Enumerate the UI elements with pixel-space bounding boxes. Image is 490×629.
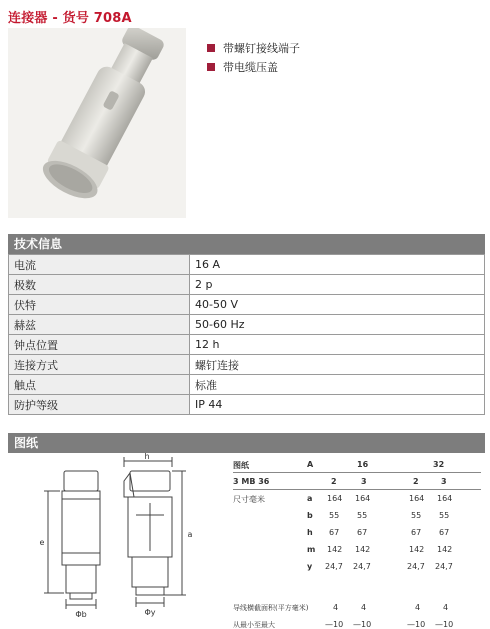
table-row — [9, 355, 485, 375]
spec-value: 40-50 V — [190, 295, 485, 315]
table-row — [9, 275, 485, 295]
dim-val: 67 — [329, 528, 340, 537]
table-row — [233, 509, 481, 526]
dim-sub: 2 — [331, 477, 337, 486]
divider — [233, 472, 481, 473]
dim-val: —10 — [325, 620, 344, 629]
bullet-square-icon — [207, 44, 215, 52]
spec-label: 伏特 — [9, 295, 190, 315]
spec-label: 防护等级 — [9, 395, 190, 415]
table-row — [9, 395, 485, 415]
drawing-label-b: Φb — [75, 610, 87, 619]
spec-value: 标准 — [190, 375, 485, 395]
dim-val: 55 — [439, 511, 450, 520]
dim-key: a — [307, 494, 313, 503]
table-row — [9, 315, 485, 335]
feature-label: 带螺钉接线端子 — [223, 42, 300, 55]
dim-cable-label: 导线横截面积(平方毫米) — [233, 604, 309, 612]
spec-value: 12 h — [190, 335, 485, 355]
dim-col-header: 图纸 — [233, 461, 249, 470]
dim-val: —10 — [407, 620, 426, 629]
dim-val: 142 — [409, 545, 425, 554]
feature-label: 带电缆压盖 — [223, 61, 278, 74]
dim-val: —10 — [353, 620, 372, 629]
table-row — [233, 543, 481, 560]
table-row — [9, 335, 485, 355]
dim-ref: 3 MB 36 — [233, 477, 270, 486]
feature-item — [207, 40, 300, 56]
dim-sub: 3 — [441, 477, 447, 486]
spec-value: 50-60 Hz — [190, 315, 485, 335]
table-row — [233, 526, 481, 543]
dim-val: 142 — [355, 545, 371, 554]
dim-min-label: 从最小至最大 — [233, 621, 275, 629]
dim-group-16: 16 — [357, 460, 369, 469]
dim-val: 24,7 — [353, 562, 371, 571]
dim-val: 4 — [443, 603, 449, 612]
tech-info-header: 技术信息 — [8, 234, 485, 254]
divider — [233, 489, 481, 490]
dim-key: m — [307, 545, 316, 554]
dim-key: b — [307, 511, 313, 520]
dim-sub: 3 — [361, 477, 367, 486]
spec-label: 连接方式 — [9, 355, 190, 375]
dim-val: 67 — [439, 528, 450, 537]
feature-list — [207, 40, 300, 78]
spec-label: 极数 — [9, 275, 190, 295]
spacer — [233, 577, 481, 601]
dim-val: 24,7 — [325, 562, 343, 571]
drawing-header: 图纸 — [8, 433, 485, 453]
table-row — [9, 295, 485, 315]
table-row — [233, 618, 481, 629]
spec-table — [8, 254, 485, 415]
spec-value: 螺钉连接 — [190, 355, 485, 375]
dimension-drawing — [12, 453, 227, 623]
bullet-square-icon — [207, 63, 215, 71]
dim-unit-label: 尺寸毫米 — [233, 495, 265, 504]
feature-item — [207, 59, 300, 75]
drawing-label-h: h — [144, 453, 150, 461]
dim-val: 142 — [327, 545, 343, 554]
table-row — [9, 255, 485, 275]
spec-value: IP 44 — [190, 395, 485, 415]
technical-drawing-panel — [8, 453, 485, 629]
dim-val: 55 — [411, 511, 422, 520]
page-title: 连接器 - 货号 708A — [8, 11, 132, 26]
dim-val: 4 — [415, 603, 421, 612]
dim-sub: 2 — [413, 477, 419, 486]
dim-val: 164 — [409, 494, 425, 503]
dim-val: 55 — [357, 511, 368, 520]
dim-val: 24,7 — [435, 562, 453, 571]
drawing-label-y: Φy — [144, 608, 156, 617]
dim-group-32: 32 — [433, 460, 445, 469]
spec-label: 电流 — [9, 255, 190, 275]
spec-label: 钟点位置 — [9, 335, 190, 355]
dim-val: 24,7 — [407, 562, 425, 571]
dim-val: —10 — [435, 620, 454, 629]
dim-val: 4 — [361, 603, 367, 612]
dim-val: 67 — [357, 528, 368, 537]
dim-val: 142 — [437, 545, 453, 554]
dim-col-a: A — [307, 460, 314, 469]
product-photo — [8, 28, 186, 218]
dim-val: 164 — [437, 494, 453, 503]
dimension-table — [233, 458, 481, 629]
drawing-label-a: a — [187, 530, 193, 539]
spec-label: 触点 — [9, 375, 190, 395]
dim-val: 67 — [411, 528, 422, 537]
table-row — [9, 375, 485, 395]
spec-label: 赫兹 — [9, 315, 190, 335]
table-row — [233, 601, 481, 618]
table-row — [233, 492, 481, 509]
dim-val: 55 — [329, 511, 340, 520]
dim-val: 4 — [333, 603, 339, 612]
spec-value: 2 p — [190, 275, 485, 295]
dim-key: y — [307, 562, 313, 571]
dim-key: h — [307, 528, 313, 537]
spec-value: 16 A — [190, 255, 485, 275]
dim-val: 164 — [327, 494, 343, 503]
drawing-label-e: e — [39, 538, 45, 547]
table-row — [233, 560, 481, 577]
dim-val: 164 — [355, 494, 371, 503]
